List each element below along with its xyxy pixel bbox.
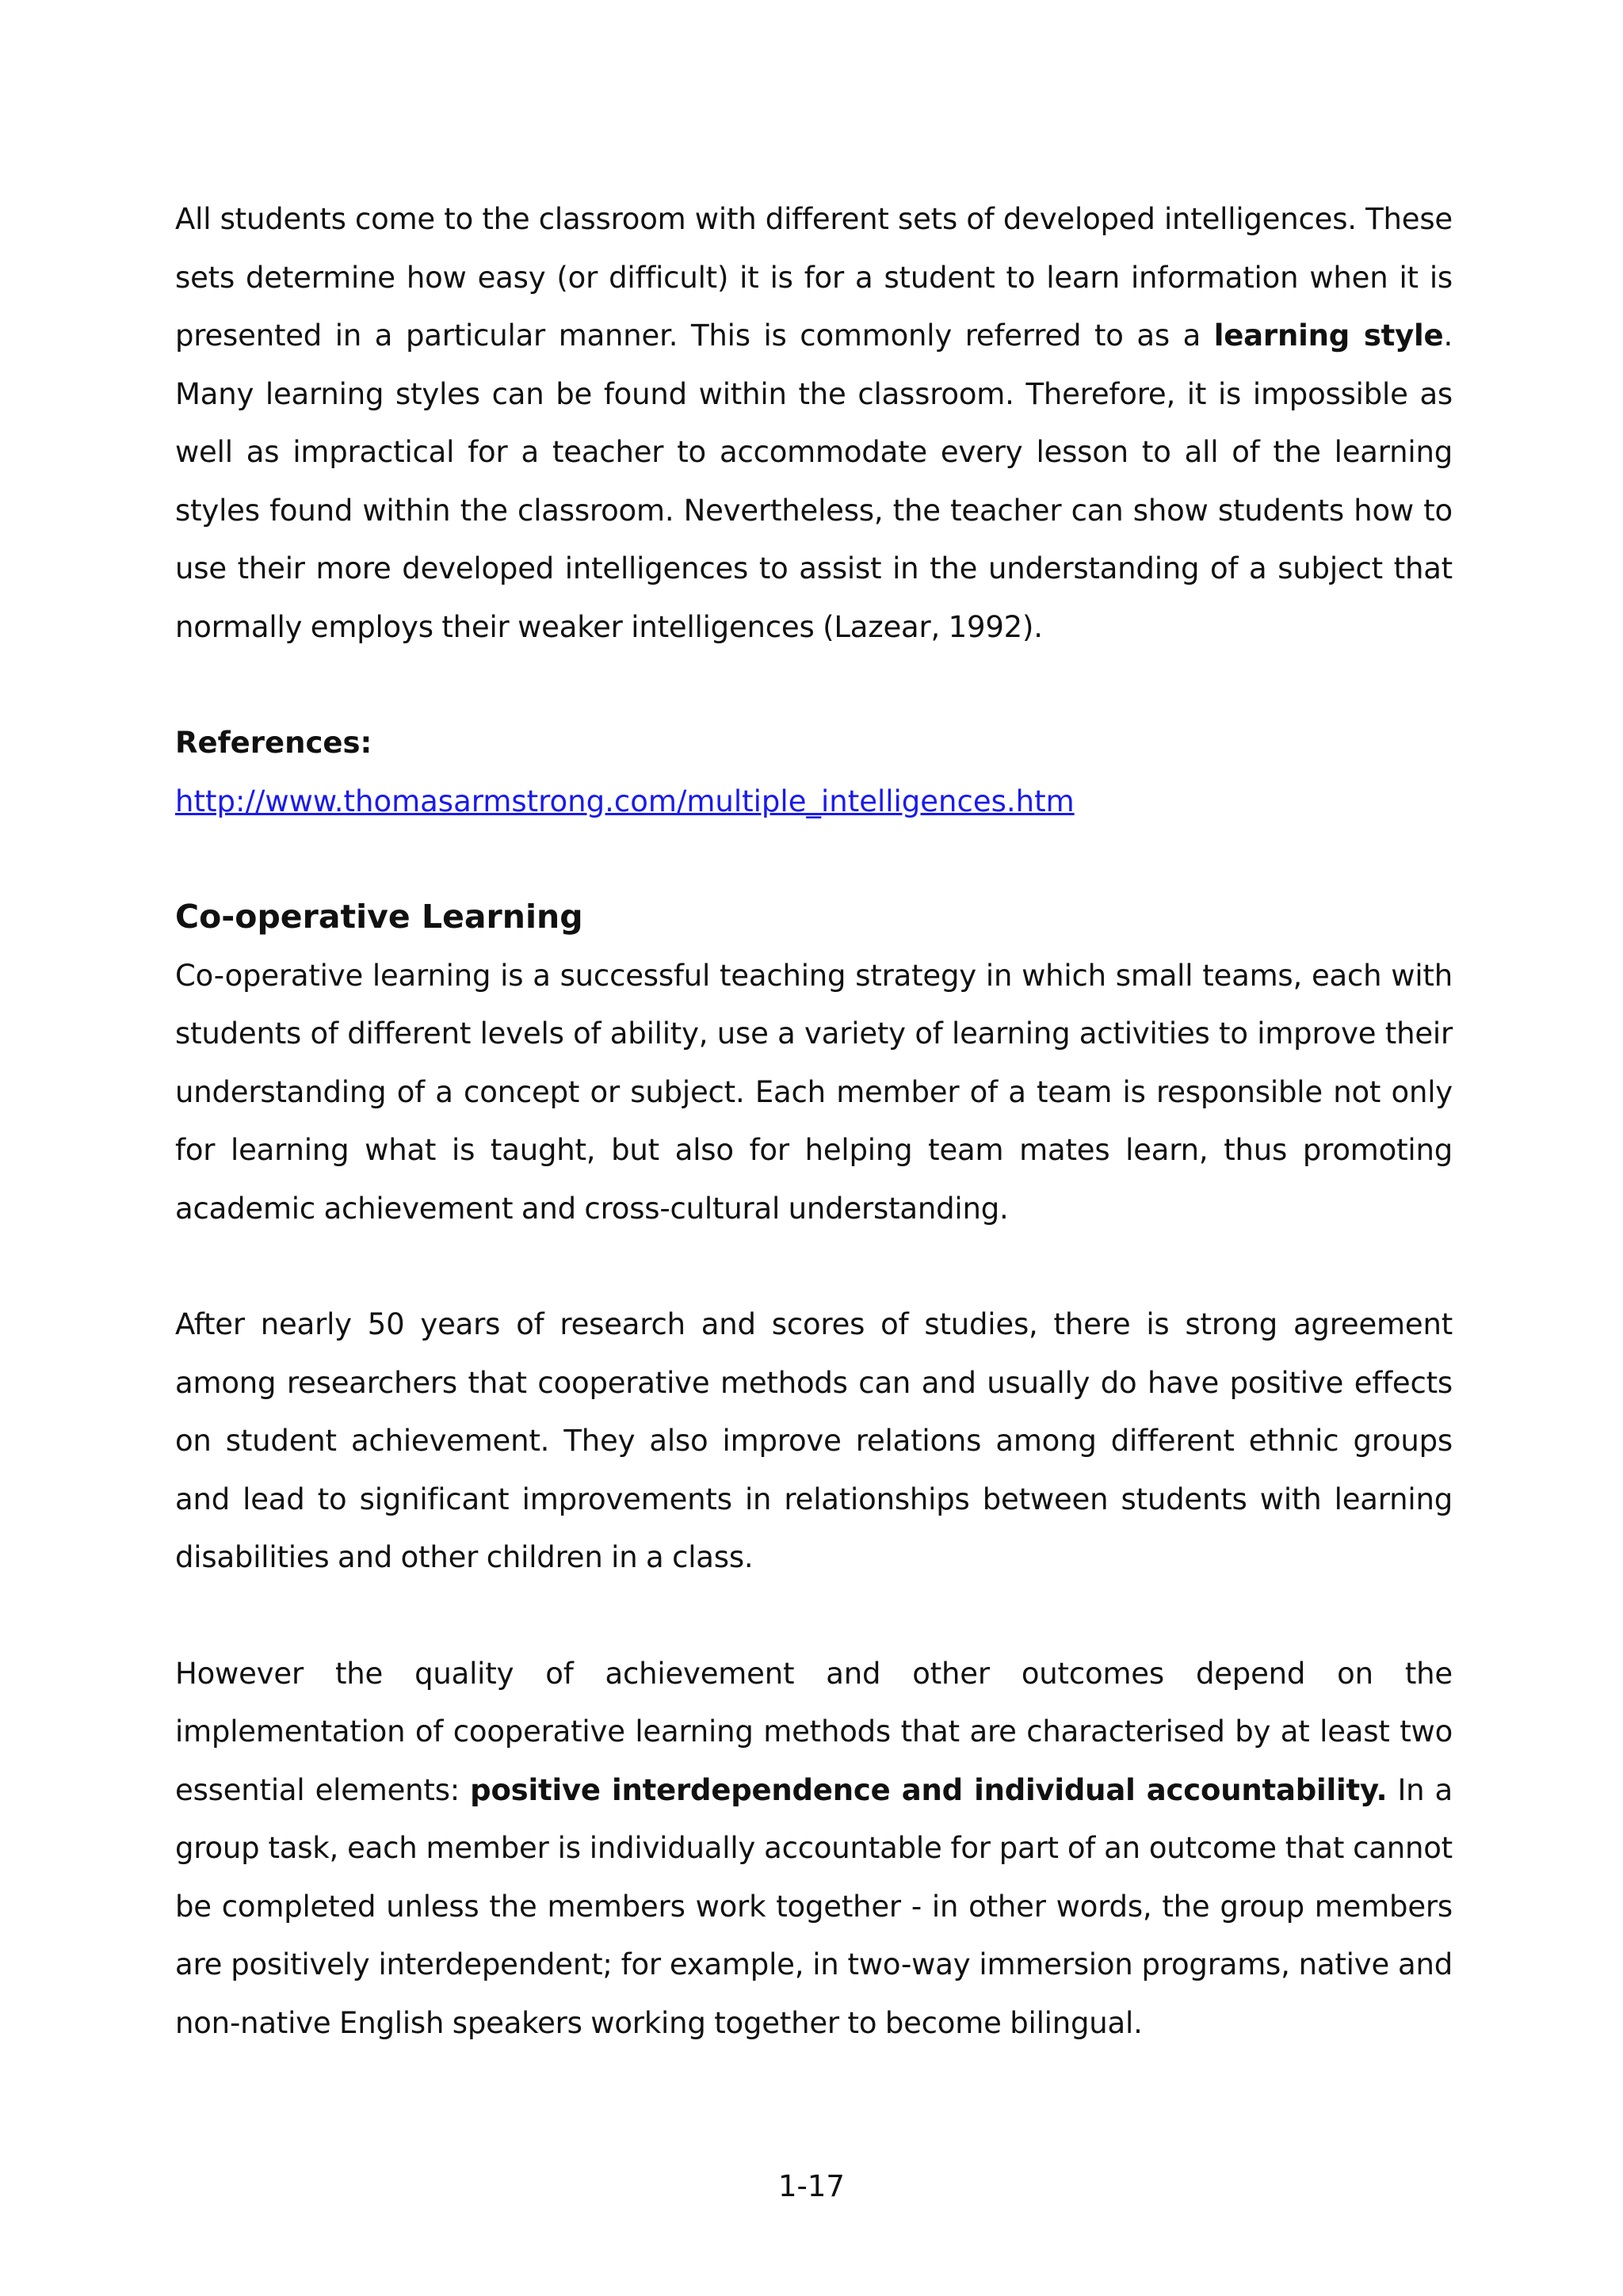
cooperative-paragraph-3-text-1: However the quality of achievement and other outcomes depend on the implementation of cooperative learning methods that are characterised by at least two essential elements:	[175, 1656, 1453, 1807]
cooperative-paragraph-3	[175, 1645, 1453, 2053]
cooperative-paragraph-1: Co-operative learning is a successful teaching strategy in which small teams, each with students of different levels of ability, use a variety of learning activities to improve their understanding of a concept or subject. Each member of a team is responsible not only for learning what is taught, but also for helping team mates learn, thus promoting academic achievement and cross-cultural understanding.	[175, 958, 1453, 1226]
learning-style-term: learning style	[1213, 318, 1444, 353]
intro-paragraph-text-2: . Many learning styles can be found within the classroom. Therefore, it is impossible as well as impractical for a teacher to accommodate every lesson to all of the learning styles found within the classroom. Nevertheless, the teacher can show students how to use their more developed intelligences to assist in the understanding of a subject that normally employs their weaker intelligences (Lazear, 1992).	[175, 318, 1453, 644]
intro-paragraph-text-1: All students come to the classroom with different sets of developed intelligences. These sets determine how easy (or difficult) it is for a student to learn information when it is presented in a particular manner. This is commonly referred to as a	[175, 202, 1453, 353]
cooperative-paragraph-3-text-2: In a group task, each member is individually accountable for part of an outcome that cannot be completed unless the members work together - in other words, the group members are positively interdependent; for example, in two-way immersion programs, native and non-native English speakers working together to become bilingual.	[175, 1772, 1453, 2040]
references-link[interactable]: http://www.thomasarmstrong.com/multiple_intelligences.htm	[175, 784, 1075, 818]
essential-elements-term: positive interdependence and individual accountability.	[470, 1772, 1388, 1807]
cooperative-paragraph-2: After nearly 50 years of research and scores of studies, there is strong agreement among researchers that cooperative methods can and usually do have positive effects on student achievement. They also improve relations among different ethnic groups and lead to significant improvements in relationships between students with learning disabilities and other children in a class.	[175, 1307, 1453, 1574]
section-heading: Co-operative Learning	[175, 898, 583, 936]
page-body	[175, 190, 1453, 2052]
references-heading: References:	[175, 726, 372, 760]
references-link-row	[175, 772, 1453, 831]
intro-paragraph	[175, 190, 1453, 656]
page-number: 1-17	[778, 2169, 845, 2203]
